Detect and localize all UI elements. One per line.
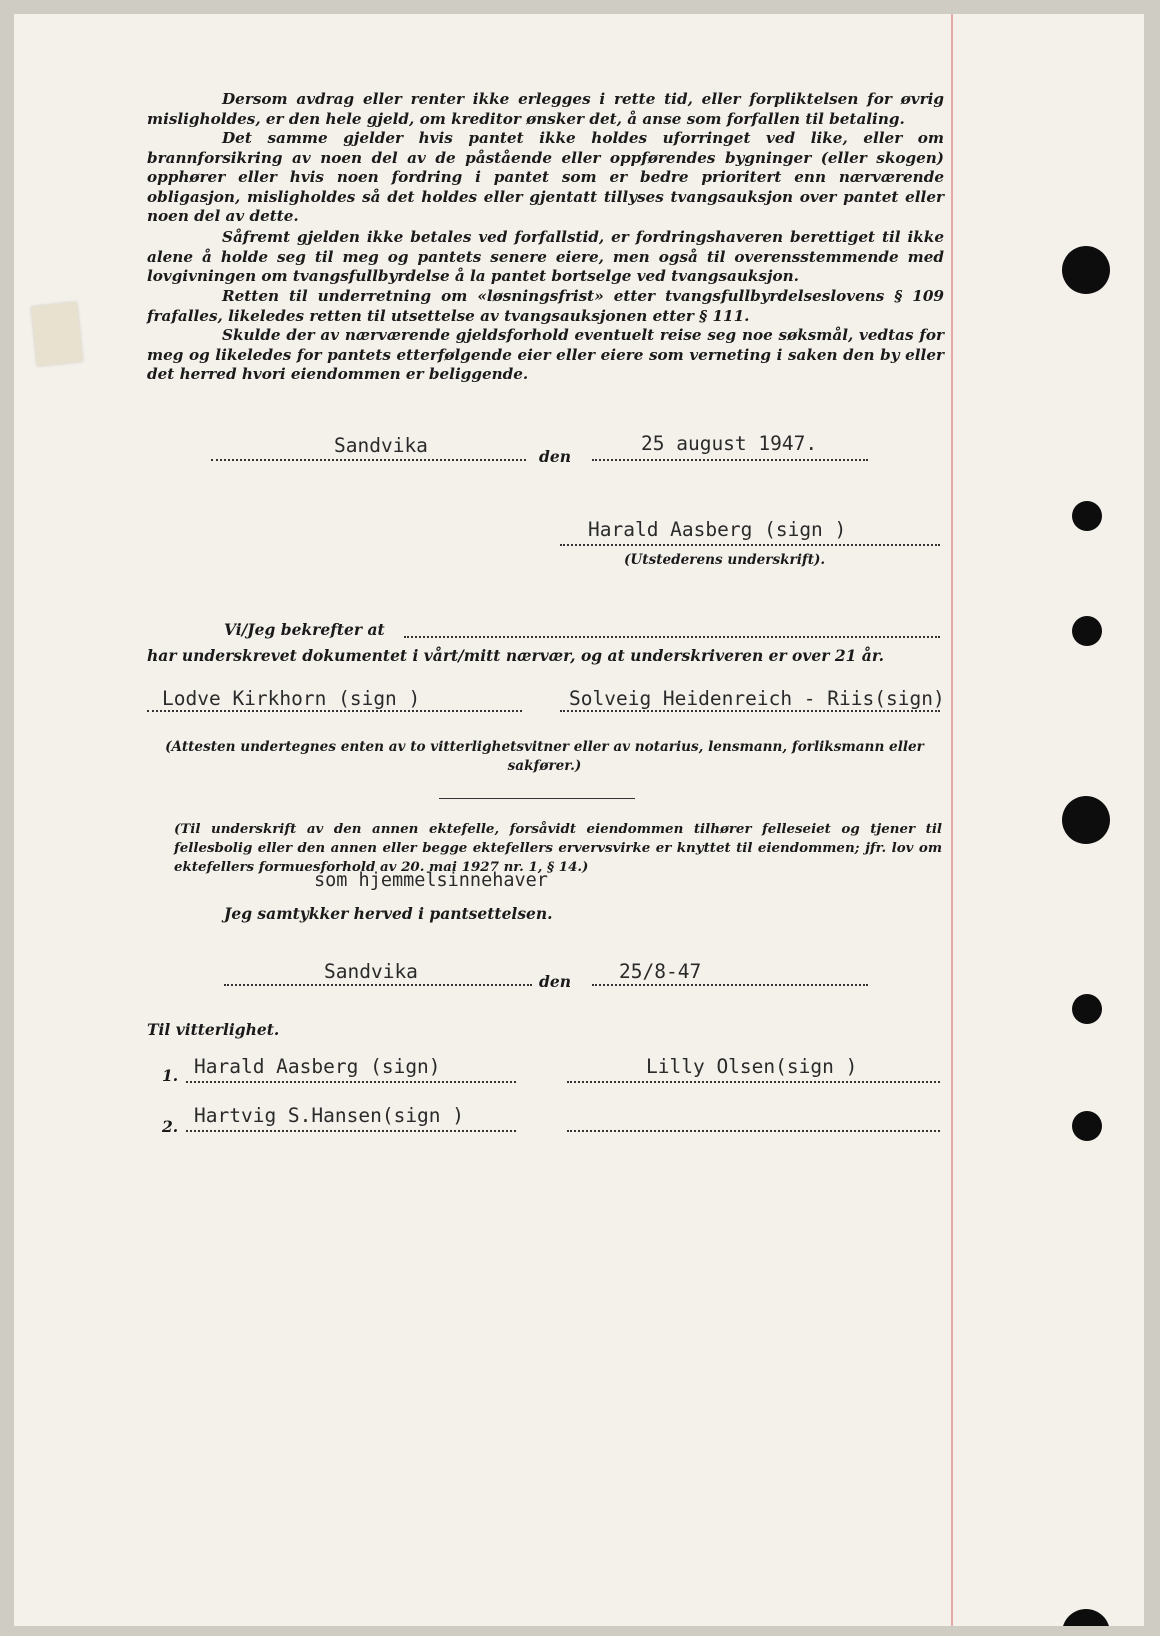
date-text-2: 25/8-47 — [619, 960, 702, 983]
margin-line — [951, 14, 953, 1626]
binder-hole — [1062, 1609, 1110, 1626]
binder-hole — [1072, 994, 1102, 1024]
typed-role: som hjemmelsinnehaver — [314, 870, 548, 891]
witness-a-signature: Lodve Kirkhorn (sign ) — [162, 687, 421, 710]
separator-rule — [439, 798, 635, 799]
place-line — [211, 459, 526, 461]
body-paragraph: Såfremt gjelden ikke betales ved forfallstid, er fordringshaveren berettiget til ikke alene å holde seg til meg og pantets senere eiere, men også til overensstemmende med lovgivningen om tvangsfullbyrdelse å la pantet bortselge ved tvangsauksjon. — [147, 228, 944, 286]
den-label-2: den — [539, 972, 571, 991]
body-paragraph: Det samme gjelder hvis pantet ikke holdes uforringet ved like, eller om brannforsikring av noen del av de påstående eller oppførendes bygninger (eller skogen) opphører eller hvis noen fordring i pantet som er bedre prioritert enn nærværende obligasjon, misligholdes så det holdes eller gjentatt tillyses tvangsauksjon over pantet eller noen del av dette. — [147, 129, 944, 226]
witness-2-line — [186, 1130, 516, 1132]
date-text: 25 august 1947. — [641, 432, 818, 455]
binder-hole — [1062, 796, 1110, 844]
paper-tab — [31, 302, 83, 366]
binder-hole — [1072, 1111, 1102, 1141]
confirmation-line1: Vi/Jeg bekrefter at — [224, 620, 385, 639]
spouse-note: (Til underskrift av den annen ektefelle, forsåvidt eiendommen tilhører felleseiet og tjener til fellesbolig eller den annen eller begge ektefellers ervervsvirke er knyttet til eiendommen; jfr. lov om ektefellers formuesforhold av 20. mai 1927 nr. 1, § 14.) — [174, 821, 942, 875]
witness-1-right-signature: Lilly Olsen(sign ) — [646, 1055, 858, 1078]
place-text-2: Sandvika — [324, 960, 418, 983]
witness-1-signature: Harald Aasberg (sign) — [194, 1055, 441, 1078]
witness-number-2: 2. — [162, 1117, 179, 1136]
witness-a-line — [147, 710, 522, 712]
witness-b-signature: Solveig Heidenreich - Riis(sign) — [569, 687, 945, 710]
place-line-2 — [224, 984, 532, 986]
binder-hole — [1072, 501, 1102, 531]
issuer-signature-line — [560, 544, 940, 546]
den-label: den — [539, 447, 571, 466]
confirmation-name-line — [404, 636, 940, 638]
confirmation-line2: har underskrevet dokumentet i vårt/mitt nærvær, og at underskriveren er over 21 år. — [147, 646, 884, 665]
date-line-2 — [592, 984, 868, 986]
issuer-caption: (Utstederens underskrift). — [624, 552, 826, 568]
binder-hole — [1062, 246, 1110, 294]
witness-2-right-line — [567, 1130, 940, 1132]
witness-b-line — [560, 710, 940, 712]
issuer-signature: Harald Aasberg (sign ) — [588, 518, 847, 541]
body-paragraph: Retten til underretning om «løsningsfrist» etter tvangsfullbyrdelseslovens § 109 frafalles, likeledes retten til utsettelse av tvangsauksjonen etter § 111. — [147, 287, 944, 325]
witness-1-line — [186, 1081, 516, 1083]
witness-heading: Til vitterlighet. — [147, 1020, 280, 1039]
attest-note: (Attesten undertegnes enten av to vitterlighetsvitner eller av notarius, lensmann, forliksmann eller sakfører.) — [165, 739, 924, 774]
binder-hole — [1072, 616, 1102, 646]
document-page — [14, 14, 1144, 1626]
witness-number-1: 1. — [162, 1066, 179, 1085]
body-paragraph: Dersom avdrag eller renter ikke erlegges i rette tid, eller forpliktelsen for øvrig misligholdes, er den hele gjeld, om kreditor ønsker det, å anse som forfallen til betaling. — [147, 90, 944, 128]
witness-1-right-line — [567, 1081, 940, 1083]
consent-text: Jeg samtykker herved i pantsettelsen. — [224, 904, 553, 923]
witness-2-signature: Hartvig S.Hansen(sign ) — [194, 1104, 465, 1127]
date-line — [592, 459, 868, 461]
place-text: Sandvika — [334, 434, 428, 457]
body-paragraph: Skulde der av nærværende gjeldsforhold eventuelt reise seg noe søksmål, vedtas for meg og likeledes for pantets etterfølgende eier eller eiere som verneting i saken den by eller det herred hvori eiendommen er beliggende. — [147, 326, 944, 384]
